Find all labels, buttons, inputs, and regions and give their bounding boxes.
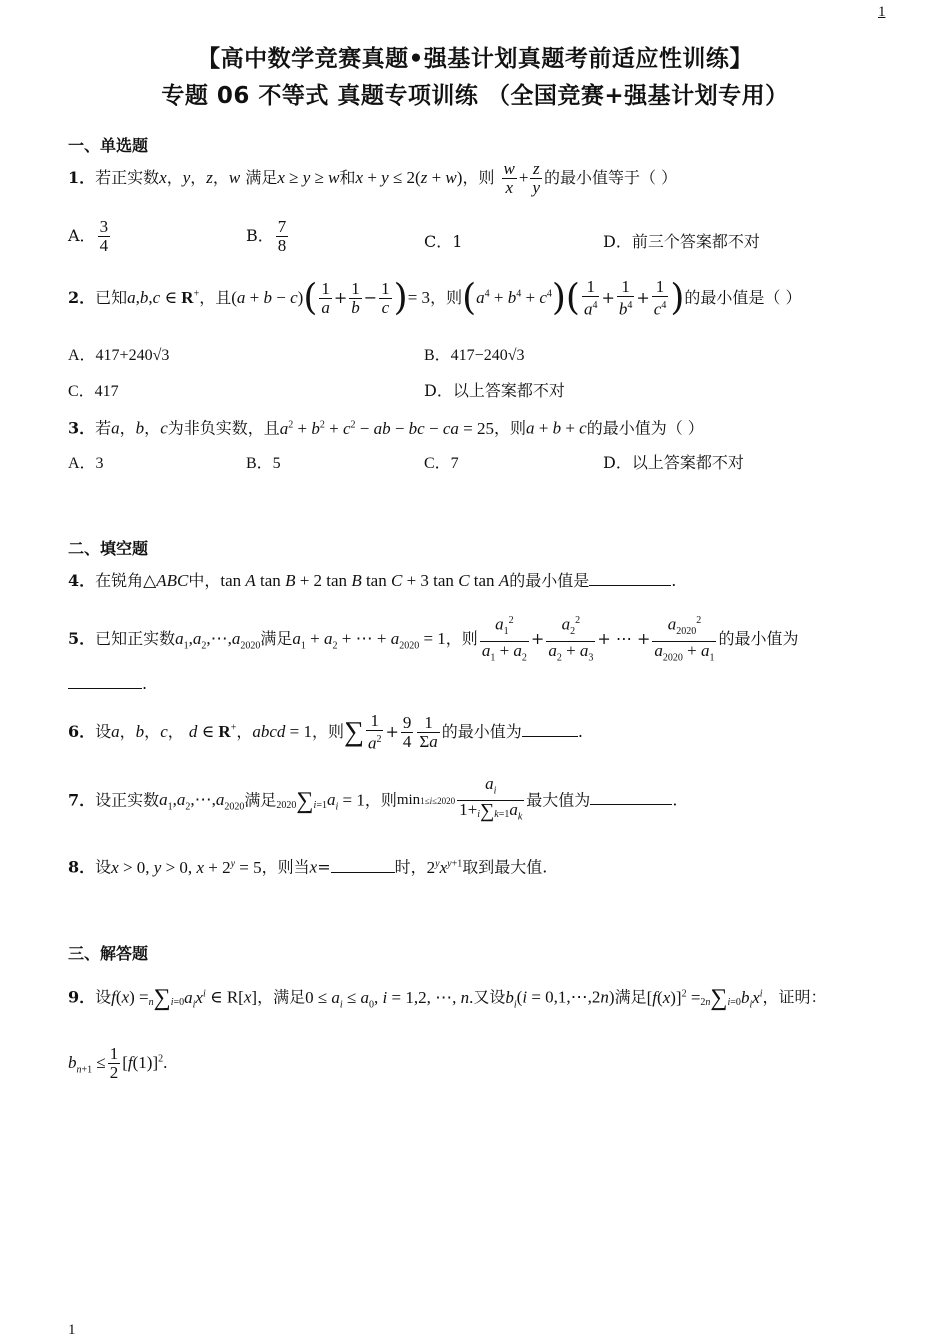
question-text: 满足 — [260, 629, 293, 649]
question-text: ，则 — [493, 418, 526, 438]
q3-option-c: C．7 — [424, 455, 459, 472]
question-text: 若正实数 — [95, 168, 160, 187]
question-text: 若 — [95, 418, 112, 438]
title-line-1: 【高中数学竞赛真题•强基计划真题考前适应性训练】 — [197, 46, 753, 72]
page-number-bottom: 1 — [68, 1322, 76, 1338]
question-text: 又设 — [473, 987, 506, 1007]
q2-option-c: C．417 — [68, 383, 119, 400]
question-number: 4． — [68, 571, 96, 590]
question-text: 满足 — [614, 987, 647, 1007]
question-9: 9．设$f(x) =n\sum i=0a_ix^i$ ∈ R[x]，满足$0 \le a_i \le a_0$, i = 1,2, ⋯, n.又设$b_i(i$ = 0,1,⋯,2n)满足$[f(x)]^2 =2n\sum i=0b_ix^i$，证明： — [68, 985, 827, 1012]
question-text: 在锐角 — [95, 571, 144, 590]
question-text: ，则当 — [261, 857, 310, 877]
question-number: 1． — [68, 168, 96, 187]
question-text: 满足 — [245, 168, 278, 187]
question-4: 4．在锐角△ABC中，tan A tan B + 2 tan B tan C + 3 tan C tan A的最小值是 . — [68, 571, 677, 590]
q3-option-a: A．3 — [68, 455, 104, 472]
question-text: 时， — [394, 857, 427, 877]
section-heading-solution: 三、解答题 — [68, 944, 149, 963]
question-text: 的最小值为（ ） — [586, 418, 704, 438]
question-text: 为非负实数，且 — [167, 418, 280, 438]
question-text: ，则 — [312, 721, 345, 741]
question-text: ，则 — [364, 790, 397, 810]
q2-option-a: A．417+240√3 — [68, 347, 170, 364]
section-heading-fill-in: 二、填空题 — [68, 539, 149, 558]
question-text: ，则 — [445, 629, 478, 649]
q1-option-b — [246, 218, 290, 255]
question-6: 6．设a，b，c， d ∈ R+，abcd = 1，则∑ $\frac{1}{a^2}$ + $\frac{9}{4}$ $\frac{1}{\Sigma a}$ 的最小值为 . — [68, 711, 583, 753]
question-1: 1．若正实数x，y，z，w 满足x ≥ y ≥ w和x + y ≤ 2(z + w)，则 $\frac{w}{x}$ + $\frac{z}{y}$ 的最小值等于（ ） — [68, 159, 678, 197]
question-text: 的最小值为 — [718, 629, 799, 649]
question-number: 2． — [68, 287, 96, 307]
question-text: ，证明： — [762, 987, 827, 1007]
q9-conclusion: $b_{n+1}$ ≤ $\frac{1}{2}$ $[f(1)]^2$. — [68, 1044, 168, 1082]
question-5: 5．已知正实数$a_1,a_2,\cdots,a_{2020}$满足$a_1 + a_2$ + ⋯ + $a_{2020} = 1$，则 $\frac{a_1^2}{a_1 + a_2}$ + $\frac{a_2^2}{a_2 + a_3}$ + ⋯ + $\frac{a_{2020}^2}{a_{2020} + a_1}$ 的最小值为 — [68, 612, 799, 667]
question-text: 的最小值为 — [441, 721, 522, 741]
q2-option-d: D．以上答案都不对 — [424, 381, 565, 400]
answer-blank[interactable] — [331, 856, 395, 873]
q5-answer-line: . — [68, 672, 147, 696]
answer-blank[interactable] — [68, 672, 142, 689]
question-text: ，且 — [199, 287, 232, 307]
question-text: 取到最大值. — [462, 857, 548, 877]
question-text: ，满足 — [257, 987, 306, 1007]
question-number: 6． — [68, 721, 96, 741]
question-2: 2．已知a,b,c ∈ R+，且(a + b − c)( $\frac{1}{a}$ + $\frac{1}{b}$ − $\frac{1}{c}$ )= 3，则$(a^4 + b^4 + c^4)$( $\frac{1}{a^4}$ + $\frac{1}{b^4}$ + $\frac{1}{c^4}$ )的最小值是（ ） — [68, 277, 802, 319]
fraction: $\frac{z}{y}$ — [532, 159, 541, 197]
question-text: ，则 — [462, 168, 495, 187]
question-text: 的最小值是（ ） — [684, 287, 802, 307]
q3-option-b: B．5 — [246, 455, 281, 472]
question-text: 的最小值等于（ ） — [544, 168, 678, 187]
question-text: 已知 — [95, 287, 128, 307]
question-number: 9． — [68, 987, 96, 1007]
answer-blank[interactable] — [522, 720, 578, 737]
q3-option-d: D．以上答案都不对 — [603, 453, 744, 472]
section-heading-single-choice: 一、单选题 — [68, 136, 149, 155]
question-8: 8．设x > 0, y > 0, $x + 2^y = 5$，则当x= 时，$2^yx^{y+1}$取到最大值. — [68, 857, 548, 877]
question-text: 最大值为 — [526, 790, 591, 810]
question-text: 的最小值是 — [509, 571, 590, 590]
question-number: 3． — [68, 418, 96, 438]
page-number-top: 1 — [878, 4, 886, 20]
fraction: $\frac{w}{x}$ — [503, 159, 515, 197]
fraction: $\frac{3}{4}$ — [99, 217, 109, 255]
question-text: 和 — [339, 168, 356, 187]
option-label: A． — [68, 226, 96, 245]
question-text: ，则 — [430, 287, 463, 307]
question-text: 设 — [95, 857, 112, 877]
question-text: 已知正实数 — [95, 629, 176, 649]
question-number: 7． — [68, 790, 96, 810]
question-text: 设 — [95, 987, 112, 1007]
question-number: 5． — [68, 629, 96, 649]
option-label: B． — [246, 226, 274, 245]
fraction: $\frac{7}{8}$ — [277, 217, 287, 255]
question-3: 3．若a，b，c为非负实数，且$a^2 + b^2 + c^2$ − ab − bc − ca = 25，则a + b + c的最小值为（ ） — [68, 418, 704, 438]
q1-option-d: D．前三个答案都不对 — [603, 232, 760, 251]
q1-option-c: C．1 — [424, 232, 463, 251]
question-text: 设正实数 — [95, 790, 160, 810]
question-text: 满足 — [244, 790, 277, 810]
question-text: 中， — [188, 571, 221, 590]
question-number: 8． — [68, 857, 96, 877]
title-line-2: 专题 06 不等式 真题专项训练 （全国竞赛+强基计划专用） — [161, 83, 789, 109]
answer-blank[interactable] — [589, 569, 671, 586]
answer-blank[interactable] — [590, 788, 672, 805]
q2-option-b: B．417−240√3 — [424, 347, 525, 364]
question-7: 7．设正实数$a_1,a_2,\cdots,a_{2020}$满足$2020\sum i=1a_i = 1$，则min1≤i≤2020 $\frac{a_i}{1+i\sum k=1a_k}$ 最大值为 . — [68, 774, 678, 823]
q1-option-a — [68, 218, 112, 255]
question-text: 设 — [95, 721, 112, 741]
